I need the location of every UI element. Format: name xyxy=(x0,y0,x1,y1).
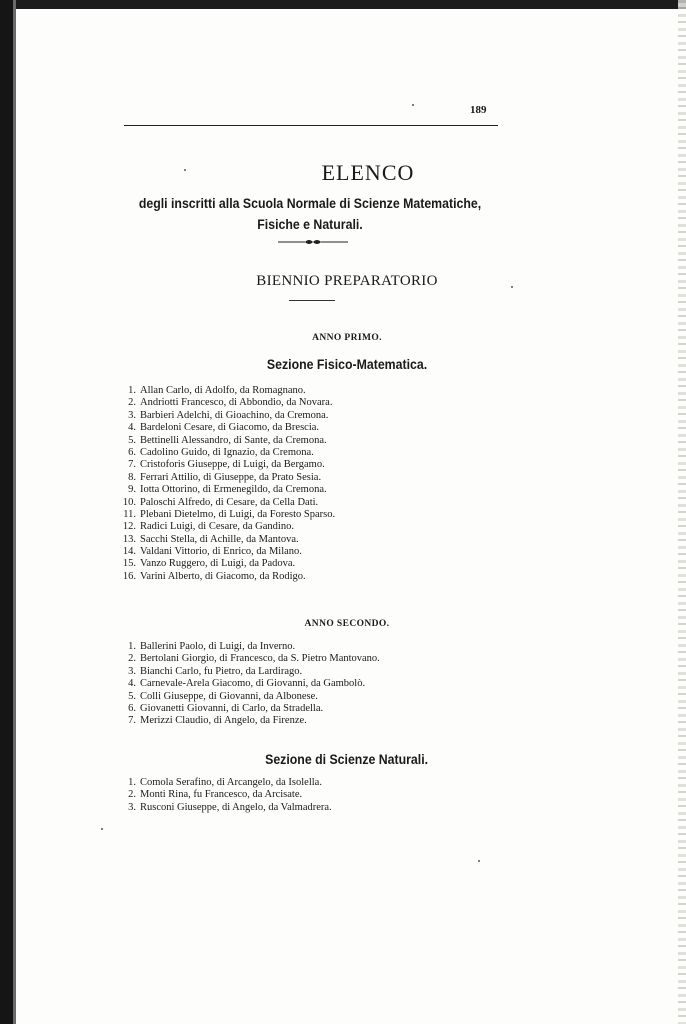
entry-text: Comola Serafino, di Arcangelo, da Isolella. xyxy=(140,777,322,788)
anno-primo-list xyxy=(108,385,335,583)
roster-entry xyxy=(108,472,335,484)
entry-text: Plebani Dietelmo, di Luigi, da Foresto Sparso. xyxy=(140,508,336,520)
entry-text: Bardeloni Cesare, di Giacomo, da Brescia. xyxy=(140,422,320,434)
entry-number: 2. xyxy=(128,789,136,801)
roster-entry xyxy=(108,777,332,789)
section-title: BIENNIO PREPARATORIO xyxy=(256,273,438,289)
document-subtitle xyxy=(125,193,495,235)
entry-number: 7. xyxy=(128,715,136,727)
entry-number: 2. xyxy=(128,653,136,665)
entry-number: 2. xyxy=(128,397,136,409)
roster-entry xyxy=(108,459,335,471)
anno-secondo-list xyxy=(108,641,380,728)
entry-text: Ferrari Attilio, di Giuseppe, da Prato Sesia. xyxy=(140,471,322,483)
sezione-fisico-label: Sezione Fisico-Matematica. xyxy=(266,356,428,372)
scan-top-border xyxy=(0,0,686,9)
entry-text: Cadolino Guido, di Ignazio, da Cremona. xyxy=(140,446,314,458)
entry-text: Paloschi Alfredo, di Cesare, da Cella Dati. xyxy=(140,496,319,508)
roster-entry xyxy=(108,546,335,558)
roster-entry xyxy=(108,447,335,459)
entry-text: Iotta Ottorino, di Ermenegildo, da Cremona. xyxy=(140,484,327,496)
entry-text: Colli Giuseppe, di Giovanni, da Albonese. xyxy=(140,690,318,702)
entry-number: 3. xyxy=(128,801,136,813)
scan-speck xyxy=(184,169,186,171)
roster-entry xyxy=(108,397,335,409)
entry-text: Radici Luigi, di Cesare, da Gandino. xyxy=(140,521,294,533)
entry-number: 3. xyxy=(128,665,136,677)
entry-text: Rusconi Giuseppe, di Angelo, da Valmadrera. xyxy=(140,801,332,813)
scan-left-binding-edge xyxy=(0,0,13,1024)
sezione-naturali-label: Sezione di Scienze Naturali. xyxy=(265,751,429,767)
roster-entry xyxy=(108,497,335,509)
roster-entry xyxy=(108,558,335,570)
entry-text: Barbieri Adelchi, di Gioachino, da Cremona. xyxy=(140,409,329,421)
entry-number: 3. xyxy=(128,409,136,421)
entry-number: 1. xyxy=(128,641,136,652)
scan-left-shadow xyxy=(13,0,16,1024)
roster-entry xyxy=(108,789,332,801)
scan-right-page-edge xyxy=(678,0,686,1024)
entry-number: 16. xyxy=(122,570,136,582)
entry-number: 8. xyxy=(128,471,136,483)
entry-number: 11. xyxy=(123,508,136,520)
entry-number: 15. xyxy=(122,558,136,570)
sezione-fisico-heading xyxy=(0,356,686,372)
entry-number: 14. xyxy=(122,546,136,558)
roster-entry xyxy=(108,653,380,665)
roster-entry xyxy=(108,678,380,690)
entry-text: Ballerini Paolo, di Luigi, da Inverno. xyxy=(140,641,296,652)
entry-number: 6. xyxy=(128,446,136,458)
naturali-list xyxy=(108,777,332,814)
entry-number: 1. xyxy=(128,777,136,788)
entry-number: 4. xyxy=(128,678,136,690)
entry-text: Merizzi Claudio, di Angelo, da Firenze. xyxy=(140,715,307,727)
entry-number: 7. xyxy=(128,459,136,471)
entry-text: Cristoforis Giuseppe, di Luigi, da Bergamo. xyxy=(140,459,325,471)
entry-text: Giovanetti Giovanni, di Carlo, da Stradella. xyxy=(140,702,324,714)
entry-text: Carnevale-Arela Giacomo, di Giovanni, da Gambolò. xyxy=(140,678,366,690)
roster-entry xyxy=(108,571,335,583)
entry-number: 13. xyxy=(122,533,136,545)
anno-primo-heading: ANNO PRIMO. xyxy=(312,333,382,343)
page-number: 189 xyxy=(470,104,487,116)
roster-entry xyxy=(108,521,335,533)
entry-number: 9. xyxy=(128,484,136,496)
entry-text: Bianchi Carlo, fu Pietro, da Lardirago. xyxy=(140,665,303,677)
entry-number: 10. xyxy=(122,496,136,508)
roster-entry xyxy=(108,484,335,496)
subtitle-line-2: Fisiche e Naturali. xyxy=(257,216,363,232)
roster-entry xyxy=(108,666,380,678)
entry-number: 1. xyxy=(128,385,136,396)
scan-speck xyxy=(511,286,513,288)
scan-speck xyxy=(412,104,414,106)
entry-number: 5. xyxy=(128,434,136,446)
subtitle-line-1: degli inscritti alla Scuola Normale di Scienze Matematiche, xyxy=(138,195,482,211)
roster-entry xyxy=(108,385,335,397)
sezione-naturali-heading xyxy=(0,751,686,767)
entry-text: Bettinelli Alessandro, di Sante, da Cremona. xyxy=(140,434,327,446)
entry-text: Bertolani Giorgio, di Francesco, da S. Pietro Mantovano. xyxy=(140,653,380,665)
roster-entry xyxy=(108,422,335,434)
document-title: ELENCO xyxy=(321,160,415,185)
header-rule xyxy=(124,125,498,126)
roster-entry xyxy=(108,534,335,546)
roster-entry xyxy=(108,410,335,422)
section-rule xyxy=(289,300,335,301)
entry-number: 6. xyxy=(128,702,136,714)
anno-secondo-heading: ANNO SECONDO. xyxy=(304,619,390,629)
entry-text: Valdani Vittorio, di Enrico, da Milano. xyxy=(140,546,302,558)
entry-text: Monti Rina, fu Francesco, da Arcisate. xyxy=(140,789,303,801)
roster-entry xyxy=(108,435,335,447)
entry-text: Andriotti Francesco, di Abbondio, da Novara. xyxy=(140,397,333,409)
scan-speck xyxy=(478,860,480,862)
entry-number: 12. xyxy=(122,521,136,533)
roster-entry xyxy=(108,703,380,715)
roster-entry xyxy=(108,802,332,814)
entry-number: 4. xyxy=(128,422,136,434)
roster-entry xyxy=(108,715,380,727)
scan-speck xyxy=(101,828,103,830)
roster-entry xyxy=(108,641,380,653)
entry-text: Vanzo Ruggero, di Luigi, da Padova. xyxy=(140,558,296,570)
entry-text: Varini Alberto, di Giacomo, da Rodigo. xyxy=(140,570,306,582)
ornament-divider xyxy=(278,237,348,247)
entry-text: Sacchi Stella, di Achille, da Mantova. xyxy=(140,533,299,545)
entry-number: 5. xyxy=(128,690,136,702)
roster-entry xyxy=(108,691,380,703)
roster-entry xyxy=(108,509,335,521)
entry-text: Allan Carlo, di Adolfo, da Romagnano. xyxy=(140,385,306,396)
